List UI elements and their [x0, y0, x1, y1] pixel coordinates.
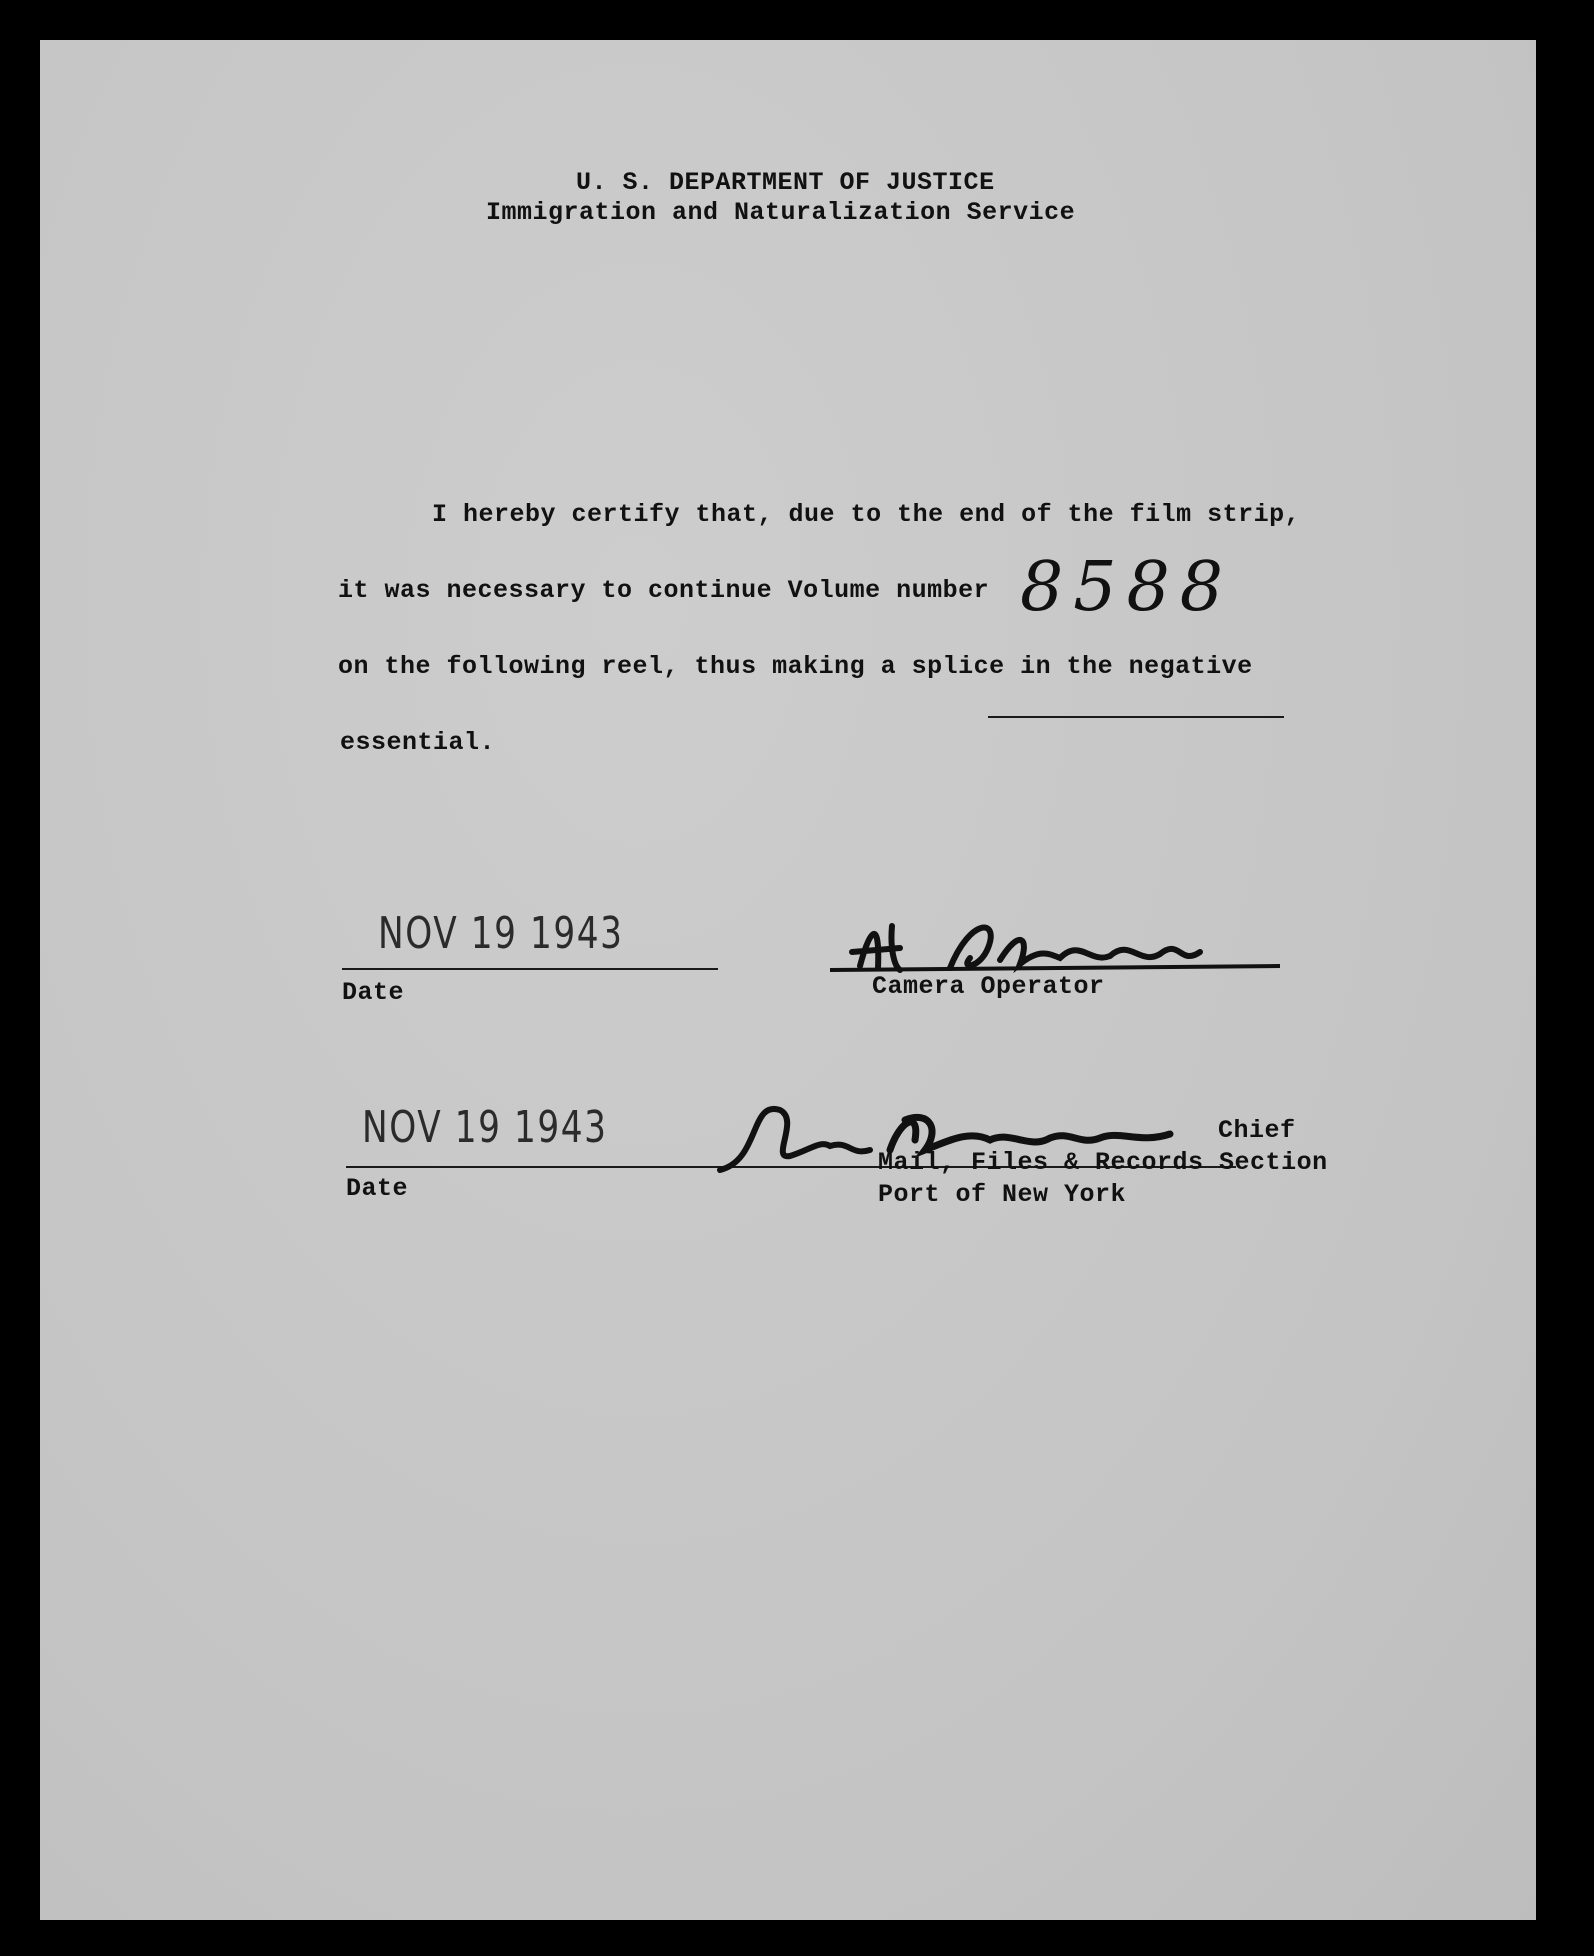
- header-department: U. S. DEPARTMENT OF JUSTICE: [576, 168, 995, 197]
- body-line-1: I hereby certify that, due to the end of the film strip,: [432, 500, 1301, 529]
- document-page: [40, 40, 1536, 1920]
- camera-operator-label: Camera Operator: [872, 972, 1105, 1001]
- location-line: Port of New York: [878, 1180, 1127, 1209]
- body-line-2: it was necessary to continue Volume number: [338, 576, 990, 605]
- date-stamp-2: NOV 19 1943: [362, 1102, 608, 1153]
- volume-number-handwritten: 8588: [1020, 548, 1234, 627]
- date-line-1: [342, 968, 718, 970]
- body-line-3: on the following reel, thus making a splice in the negative: [338, 652, 1253, 681]
- date-stamp-1: NOV 19 1943: [378, 908, 624, 959]
- volume-number-line: [988, 716, 1284, 718]
- body-line-4: essential.: [340, 728, 496, 757]
- date-label-1: Date: [342, 978, 405, 1007]
- section-line: Mail, Files & Records Section: [878, 1148, 1328, 1177]
- chief-title: Chief: [1218, 1116, 1296, 1145]
- date-label-2: Date: [346, 1174, 409, 1203]
- header-service: Immigration and Naturalization Service: [486, 198, 1076, 227]
